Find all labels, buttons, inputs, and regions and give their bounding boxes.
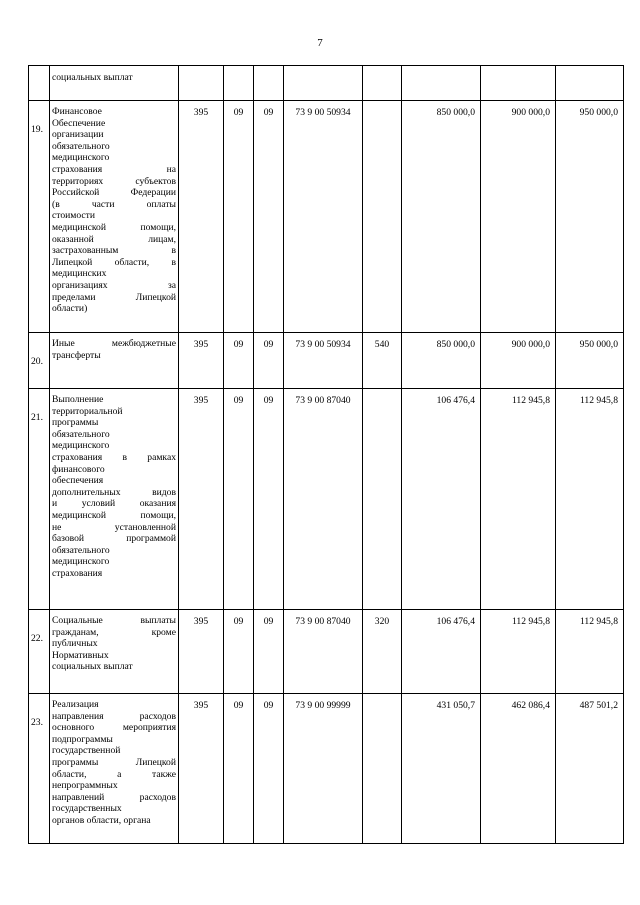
ministry-code: 395 <box>179 389 224 610</box>
amount-year-3: 950 000,0 <box>556 333 624 389</box>
expense-type-code: 540 <box>363 333 402 389</box>
section-code: 09 <box>224 389 254 610</box>
page-number: 7 <box>317 37 323 49</box>
table-row <box>29 333 624 389</box>
ministry-code: 395 <box>179 694 224 844</box>
item-name <box>50 333 179 389</box>
item-name-line: социальных выплат <box>52 72 133 83</box>
item-name-line: программы <box>52 417 99 429</box>
amount-year-1: 106 476,4 <box>402 610 481 694</box>
item-name-line: направлений расходов <box>52 791 176 803</box>
amount-year-3: 950 000,0 <box>556 101 624 333</box>
item-name <box>50 389 179 610</box>
item-name-line: дополнительных видов <box>52 486 176 498</box>
table-row <box>29 389 624 610</box>
table-row <box>29 66 624 101</box>
item-name-line: Нормативных <box>52 649 109 661</box>
subsection-code: 09 <box>254 389 284 610</box>
amount-year-3: 112 945,8 <box>556 610 624 694</box>
item-name-line: Финансовое <box>52 106 102 117</box>
ministry-code <box>179 66 224 101</box>
subsection-code: 09 <box>254 101 284 333</box>
expense-type-code <box>363 101 402 333</box>
row-number: 22. <box>29 610 50 694</box>
item-name-line: организациях за <box>52 279 176 291</box>
row-number <box>29 66 50 101</box>
expense-type-code <box>363 389 402 610</box>
item-name-line: медицинского <box>52 556 110 568</box>
item-name-line: страхования в рамках <box>52 451 176 463</box>
table-row <box>29 610 624 694</box>
item-name-line: направления расходов <box>52 710 176 722</box>
table-row <box>29 694 624 844</box>
item-name-line: медицинских <box>52 268 107 280</box>
amount-year-3 <box>556 66 624 101</box>
item-name-line: гражданам, кроме <box>52 626 176 638</box>
section-code: 09 <box>224 610 254 694</box>
item-name-line: медицинской помощи, <box>52 221 176 233</box>
table-row <box>29 101 624 333</box>
item-name <box>50 694 179 844</box>
expense-type-code: 320 <box>363 610 402 694</box>
item-name-line: Социальные выплаты <box>52 615 176 626</box>
item-name-line: государственных <box>52 803 122 815</box>
subsection-code: 09 <box>254 333 284 389</box>
ministry-code: 395 <box>179 101 224 333</box>
amount-year-2: 900 000,0 <box>481 333 556 389</box>
item-name-line: Иные межбюджетные <box>52 338 176 349</box>
item-name-line: организации <box>52 129 104 141</box>
item-name-line: не установленной <box>52 521 176 533</box>
section-code: 09 <box>224 101 254 333</box>
item-name-line: пределами Липецкой <box>52 291 176 303</box>
target-article-code: 73 9 00 99999 <box>284 694 363 844</box>
target-article-code <box>284 66 363 101</box>
item-name-line: медицинского <box>52 440 110 452</box>
item-name-line: публичных <box>52 638 98 650</box>
item-name-line: Выполнение <box>52 394 104 405</box>
item-name-line: страхования <box>52 567 103 579</box>
amount-year-2 <box>481 66 556 101</box>
amount-year-2: 112 945,8 <box>481 610 556 694</box>
item-name-line: Обеспечение <box>52 117 106 129</box>
item-name-line: Реализация <box>52 699 99 710</box>
amount-year-1: 431 050,7 <box>402 694 481 844</box>
item-name-line: подпрограммы <box>52 733 113 745</box>
amount-year-1: 106 476,4 <box>402 389 481 610</box>
item-name-line: застрахованным в <box>52 245 176 257</box>
item-name-line: стоимости <box>52 210 95 222</box>
item-name-line: обязательного <box>52 140 110 152</box>
row-number: 19. <box>29 101 50 333</box>
amount-year-2: 462 086,4 <box>481 694 556 844</box>
item-name-line: области, а также <box>52 768 176 780</box>
expense-type-code <box>363 66 402 101</box>
item-name-line: территориальной <box>52 405 123 417</box>
subsection-code: 09 <box>254 610 284 694</box>
item-name-line: финансового <box>52 463 105 475</box>
amount-year-1: 850 000,0 <box>402 101 481 333</box>
target-article-code: 73 9 00 50934 <box>284 101 363 333</box>
amount-year-1 <box>402 66 481 101</box>
item-name-line: медицинского <box>52 152 110 164</box>
section-code: 09 <box>224 694 254 844</box>
item-name-line: органов области, органа <box>52 814 151 826</box>
item-name-line: оказанной лицам, <box>52 233 176 245</box>
item-name-line: (в части оплаты <box>52 198 176 210</box>
target-article-code: 73 9 00 87040 <box>284 610 363 694</box>
budget-table <box>28 65 624 844</box>
expense-type-code <box>363 694 402 844</box>
row-number: 21. <box>29 389 50 610</box>
target-article-code: 73 9 00 50934 <box>284 333 363 389</box>
item-name <box>50 66 179 101</box>
amount-year-3: 487 501,2 <box>556 694 624 844</box>
item-name-line: обеспечения <box>52 475 104 487</box>
ministry-code: 395 <box>179 610 224 694</box>
amount-year-2: 112 945,8 <box>481 389 556 610</box>
item-name-line: Липецкой области, в <box>52 256 176 268</box>
item-name-line: и условий оказания <box>52 498 176 510</box>
subsection-code <box>254 66 284 101</box>
row-number: 20. <box>29 333 50 389</box>
item-name-line: непрограммных <box>52 780 118 792</box>
item-name <box>50 101 179 333</box>
item-name-line: социальных выплат <box>52 661 133 673</box>
item-name-line: страхования на <box>52 163 176 175</box>
item-name-line: основного мероприятия <box>52 722 176 734</box>
section-code <box>224 66 254 101</box>
item-name-line: медицинской помощи, <box>52 509 176 521</box>
row-number: 23. <box>29 694 50 844</box>
amount-year-3: 112 945,8 <box>556 389 624 610</box>
item-name-line: обязательного <box>52 428 110 440</box>
target-article-code: 73 9 00 87040 <box>284 389 363 610</box>
item-name-line: базовой программой <box>52 533 176 545</box>
item-name-line: обязательного <box>52 544 110 556</box>
item-name-line: программы Липецкой <box>52 756 176 768</box>
subsection-code: 09 <box>254 694 284 844</box>
item-name-line: Российской Федерации <box>52 187 176 199</box>
amount-year-2: 900 000,0 <box>481 101 556 333</box>
ministry-code: 395 <box>179 333 224 389</box>
item-name-line: области) <box>52 303 88 315</box>
item-name-line: территориях субъектов <box>52 175 176 187</box>
item-name-line: государственной <box>52 745 121 757</box>
item-name-line: трансферты <box>52 349 101 361</box>
section-code: 09 <box>224 333 254 389</box>
amount-year-1: 850 000,0 <box>402 333 481 389</box>
item-name <box>50 610 179 694</box>
